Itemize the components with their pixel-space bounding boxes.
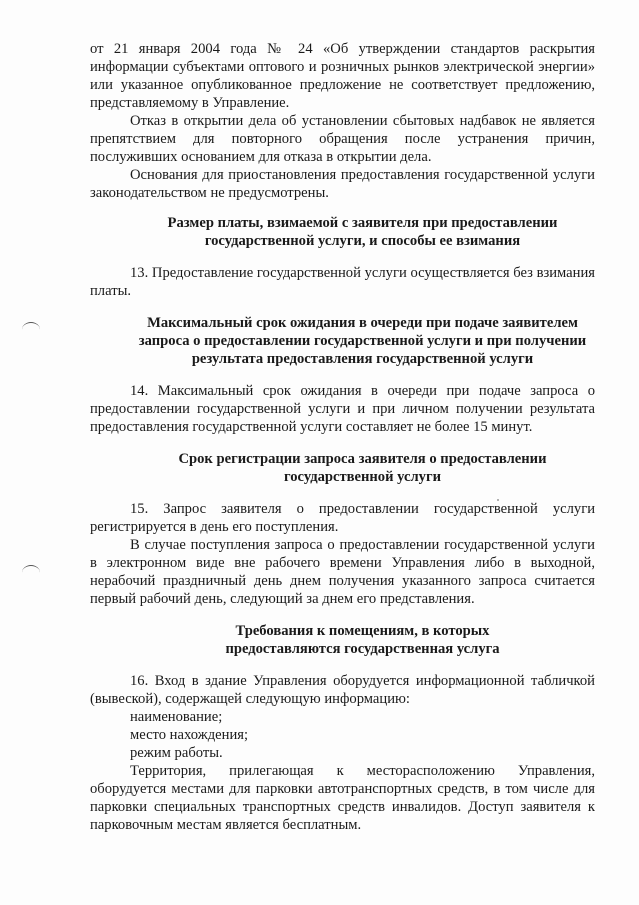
heading-line: запроса о предоставлении государственной услуги и при получении bbox=[138, 333, 587, 349]
document-body bbox=[90, 40, 595, 834]
heading-line: результата предоставления государственной услуги bbox=[191, 351, 534, 367]
intro-paragraph-2: Отказ в открытии дела об установлении сбытовых надбавок не является препятствием для повторного обращения после устранения причин, послуживших основанием для отказа в открытии дела. bbox=[90, 113, 595, 165]
paragraph-15-electronic: В случае поступления запроса о предоставлении государственной услуги в электронном виде вне рабочего времени Управления либо в выходной, нерабочий праздничный день днем получения указанного запроса считается первый рабочий день, следующий за днем его представления. bbox=[90, 537, 595, 607]
intro-paragraph-1: от 21 января 2004 года № 24 «Об утверждении стандартов раскрытия информации субъектами оптового и розничных рынков электрической энергии» или указанное опубликованное предложение не соответствует предложению, представляемому в Управление. bbox=[90, 41, 595, 111]
list-item: место нахождения; bbox=[130, 727, 249, 743]
section-heading-queue-time bbox=[90, 314, 595, 368]
heading-line: Требования к помещениям, в которых bbox=[235, 623, 490, 639]
paragraph-16: 16. Вход в здание Управления оборудуется информационной табличкой (вывеской), содержащей следующую информацию: bbox=[90, 673, 595, 707]
heading-line: Срок регистрации запроса заявителя о предоставлении bbox=[178, 451, 547, 467]
heading-line: Максимальный срок ожидания в очереди при подаче заявителем bbox=[147, 315, 578, 331]
heading-line: предоставляются государственная услуга bbox=[225, 641, 500, 657]
punch-hole-mark-upper bbox=[22, 322, 40, 337]
section-heading-fee bbox=[90, 214, 595, 250]
list-item: наименование; bbox=[130, 709, 223, 725]
section-heading-premises bbox=[90, 622, 595, 658]
punch-hole-mark-lower bbox=[22, 565, 40, 580]
section-heading-registration bbox=[90, 450, 595, 486]
heading-line: государственной услуги bbox=[283, 469, 442, 485]
paragraph-14: 14. Максимальный срок ожидания в очереди при подаче запроса о предоставлении государственной услуги и при личном получении результата предоставления государственной услуги составляет не более 15 минут. bbox=[90, 383, 595, 435]
heading-line: Размер платы, взимаемой с заявителя при предоставлении bbox=[167, 215, 558, 231]
paragraph-parking: Территория, прилегающая к месторасположению Управления, оборудуется местами для парковки автотранспортных средств, в том числе для парковки специальных транспортных средств инвалидов. Доступ заявителя к парковочным местам является бесплатным. bbox=[90, 763, 595, 833]
paragraph-13: 13. Предоставление государственной услуги осуществляется без взимания платы. bbox=[90, 265, 595, 299]
intro-paragraph-3: Основания для приостановления предоставления государственной услуги законодательством не предусмотрены. bbox=[90, 167, 595, 201]
heading-line: государственной услуги, и способы ее взимания bbox=[204, 233, 521, 249]
list-item: режим работы. bbox=[130, 745, 223, 761]
paragraph-15: 15. Запрос заявителя о предоставлении государственной услуги регистрируется в день его поступления. bbox=[90, 501, 595, 535]
